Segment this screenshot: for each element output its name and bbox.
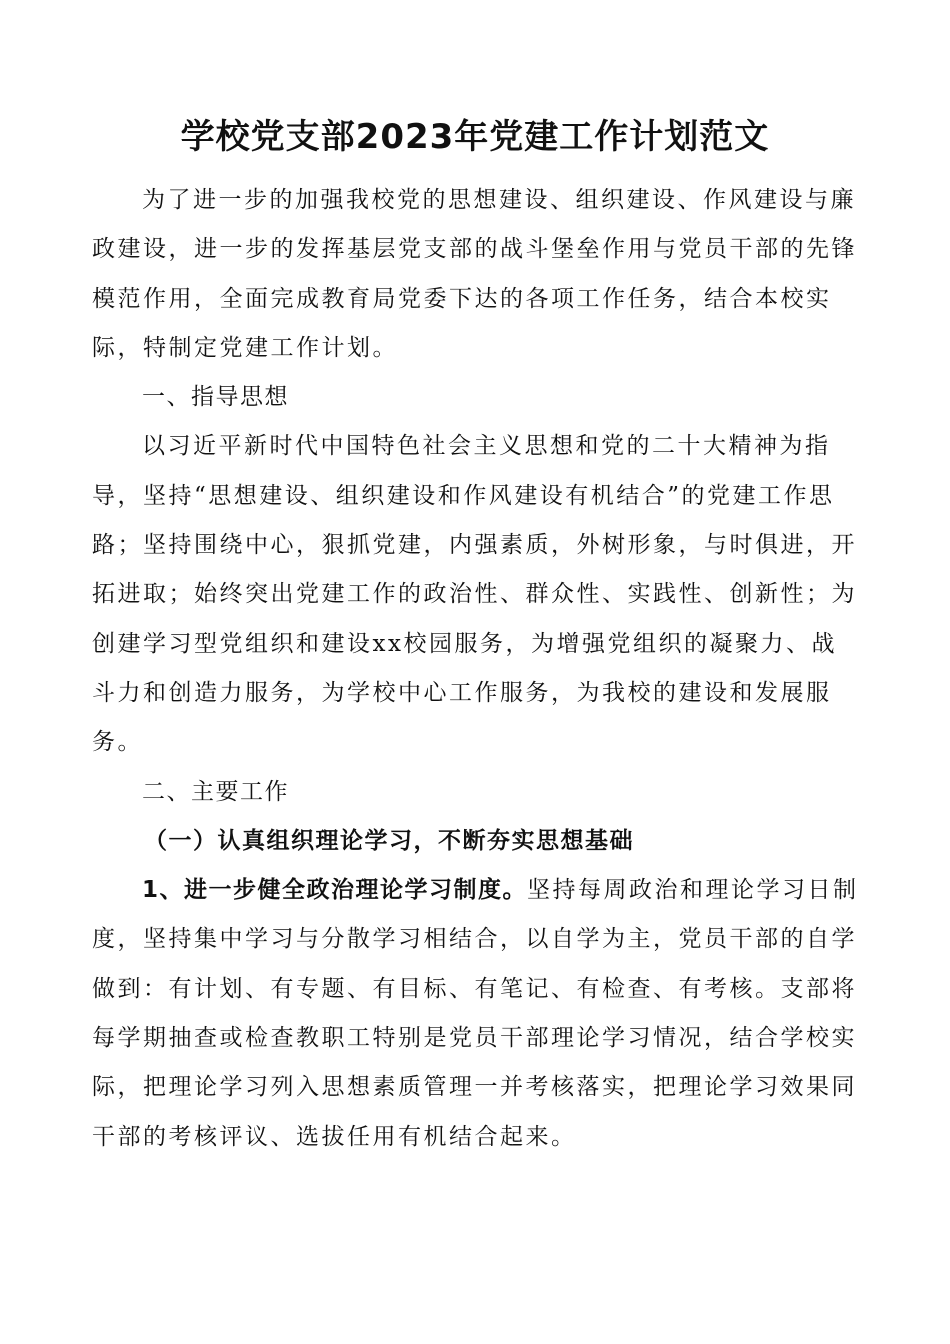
guiding-ideology-paragraph: 以习近平新时代中国特色社会主义思想和党的二十大精神为指导，坚持“思想建设、组织建设和作风建设有机结合”的党建工作思路；坚持围绕中心，狠抓党建，内强素质，外树形象，与时俱进，开拓进取；始终突出党建工作的政治性、群众性、实践性、创新性；为创建学习型党组织和建设xx校园服务，为增强党组织的凝聚力、战斗力和创造力服务，为学校中心工作服务，为我校的建设和发展服务。 — [92, 433, 857, 756]
document-body — [92, 176, 862, 1162]
item-body-text: 坚持每周政治和理论学习日制度，坚持集中学习与分散学习相结合，以自学为主，党员干部的自学做到：有计划、有专题、有目标、有笔记、有检查、有考核。支部将每学期抽查或检查教职工特别是党员干部理论学习情况，结合学校实际，把理论学习列入思想素质管理一并考核落实，把理论学习效果同干部的考核评议、选拔任用有机结合起来。 — [92, 877, 859, 1150]
section-heading-guiding-ideology: 一、指导思想 — [142, 384, 289, 411]
document-title: 学校党支部2023年党建工作计划范文 — [180, 117, 770, 157]
intro-paragraph: 为了进一步的加强我校党的思想建设、组织建设、作风建设与廉政建设，进一步的发挥基层党支部的战斗堡垒作用与党员干部的先锋模范作用，全面完成教育局党委下达的各项工作任务，结合本校实际，特制定党建工作计划。 — [92, 187, 857, 361]
section-heading-main-work: 二、主要工作 — [142, 778, 289, 805]
item-lead-text: 1、进一步健全政治理论学习制度。 — [142, 877, 528, 904]
subsection-heading-theory-study: （一）认真组织理论学习，不断夯实思想基础 — [144, 827, 634, 854]
item-paragraph-study-system — [92, 866, 862, 1162]
